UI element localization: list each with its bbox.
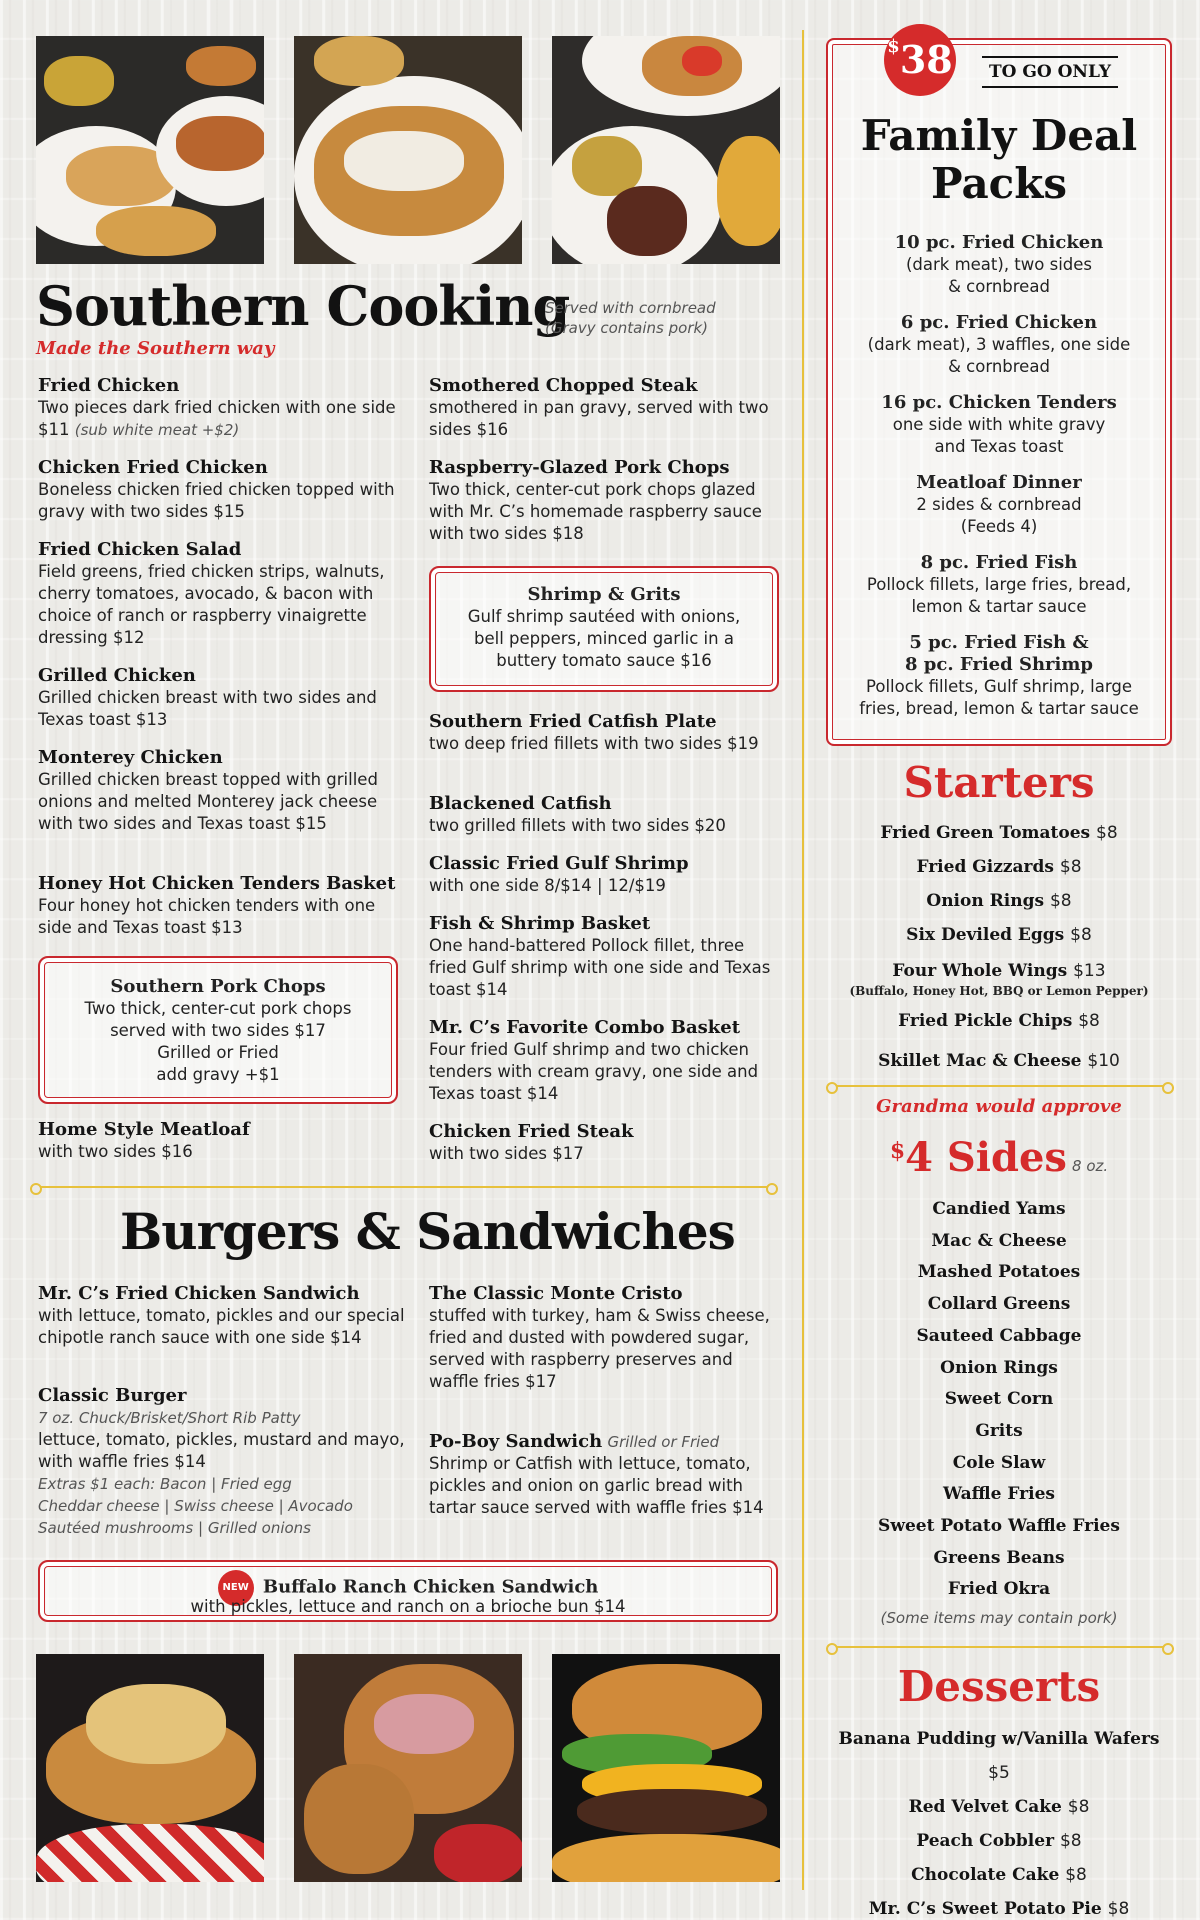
menu-item-honey-hot-tenders: Honey Hot Chicken Tenders Basket Four honey hot chicken tenders with one side and Texas toast $13: [38, 873, 396, 937]
list-item: Fried Green Tomatoes $8: [880, 823, 1118, 843]
menu-item-smothered-steak: Smothered Chopped Steak smothered in pan gravy, served with two sides $16: [429, 375, 769, 439]
deal-item: 5 pc. Fried Fish & 8 pc. Fried Shrimp Pollock fillets, Gulf shrimp, large fries, bread, lemon & tartar sauce: [859, 632, 1139, 718]
list-item: Fried Gizzards $8: [916, 857, 1082, 877]
list-item: Fried Okra: [947, 1579, 1051, 1600]
southern-cooking-title: Southern Cooking: [36, 274, 570, 338]
deal-item: 6 pc. Fried Chicken (dark meat), 3 waffles, one side & cornbread: [867, 312, 1131, 376]
southern-tagline: Made the Southern way: [36, 338, 275, 359]
menu-item-fried-chicken-salad: Fried Chicken Salad Field greens, fried chicken strips, walnuts, cherry tomatoes, avocado, & bacon with choice of ranch or raspberry vinaigrette dressing $12: [38, 539, 385, 647]
photo-fried-platter: [36, 36, 264, 264]
gravy-note: (Gravy contains pork): [545, 319, 709, 337]
list-item: Mashed Potatoes: [917, 1262, 1081, 1283]
cornbread-note: Served with cornbread: [545, 299, 716, 317]
photo-meatloaf-plate: [552, 36, 780, 264]
sides-tagline: Grandma would approve: [876, 1096, 1122, 1117]
list-item: Peach Cobbler $8: [916, 1831, 1082, 1851]
starters-title: Starters: [903, 758, 1095, 807]
new-badge: NEW: [218, 1570, 254, 1606]
menu-item-monte-cristo: The Classic Monte Cristo stuffed with turkey, ham & Swiss cheese, fried and dusted with powdered sugar, served with raspberry preserves and waffle fries $17: [429, 1283, 770, 1391]
menu-item-fried-chicken-sandwich: Mr. C’s Fried Chicken Sandwich with lettuce, tomato, pickles and our special chipotle ranch sauce with one side $14: [38, 1283, 405, 1347]
list-item: Waffle Fries: [943, 1484, 1055, 1505]
wings-note: (Buffalo, Honey Hot, BBQ or Lemon Pepper): [849, 984, 1149, 998]
menu-item-gulf-shrimp: Classic Fried Gulf Shrimp with one side 8/$14 | 12/$19: [429, 853, 689, 895]
list-item: Fried Pickle Chips $8: [898, 1011, 1100, 1031]
deal-item: 10 pc. Fried Chicken (dark meat), two sides & cornbread: [894, 232, 1104, 296]
desserts-list: [826, 1722, 1172, 1920]
pork-chops-box: Southern Pork Chops Two thick, center-cut pork chops served with two sides $17 Grilled or Fried add gravy +$1: [38, 956, 398, 1104]
divider-starters-sides: [832, 1085, 1168, 1087]
photo-chicken-fried-chicken: [294, 36, 522, 264]
pork-note: (Some items may contain pork): [880, 1609, 1118, 1627]
menu-item-po-boy: Po-Boy Sandwich Grilled or Fried Shrimp or Catfish with lettuce, tomato, pickles and onion on garlic bread with tartar sauce served with waffle fries $14: [429, 1431, 764, 1517]
deal-item: Meatloaf Dinner 2 sides & cornbread (Feeds 4): [916, 472, 1082, 536]
list-item: Six Deviled Eggs $8: [906, 925, 1092, 945]
photo-chicken-sandwich: [36, 1654, 264, 1882]
divider-sides-desserts: [832, 1646, 1168, 1648]
list-item: Onion Rings $8: [926, 891, 1072, 911]
deal-item: 16 pc. Chicken Tenders one side with white gravy and Texas toast: [881, 392, 1117, 456]
list-item: Skillet Mac & Cheese $10: [878, 1051, 1120, 1071]
list-item: Grits: [975, 1420, 1023, 1441]
buffalo-sandwich-box: NEW Buffalo Ranch Chicken Sandwich with pickles, lettuce and ranch on a brioche bun $14: [38, 1560, 778, 1622]
price-badge: $38: [884, 24, 956, 96]
list-item: Mac & Cheese: [931, 1230, 1067, 1251]
sides-list: [826, 1194, 1172, 1606]
list-item: Chocolate Cake $8: [911, 1865, 1087, 1885]
deal-item: 8 pc. Fried Fish Pollock fillets, large fries, bread, lemon & tartar sauce: [866, 552, 1132, 616]
list-item: Sauteed Cabbage: [916, 1325, 1082, 1346]
column-divider: [802, 30, 804, 1890]
list-item: Greens Beans: [933, 1547, 1065, 1568]
starters-list: [826, 816, 1172, 1078]
family-deals-list: [826, 232, 1172, 720]
menu-item-chicken-fried-chicken: Chicken Fried Chicken Boneless chicken fried chicken topped with gravy with two sides $15: [38, 457, 395, 521]
list-item: Sweet Corn: [944, 1389, 1054, 1410]
desserts-title: Desserts: [897, 1662, 1101, 1711]
list-item: Red Velvet Cake $8: [908, 1797, 1090, 1817]
menu-item-catfish-plate: Southern Fried Catfish Plate two deep fried fillets with two sides $19: [429, 711, 759, 753]
menu-item-combo-basket: Mr. C’s Favorite Combo Basket Four fried Gulf shrimp and two chicken tenders with cream gravy, one side and Texas toast $14: [429, 1017, 759, 1103]
to-go-label: TO GO ONLY: [982, 56, 1118, 88]
menu-item-meatloaf: Home Style Meatloaf with two sides $16: [38, 1119, 250, 1161]
list-item: Collard Greens: [927, 1294, 1071, 1315]
list-item: Mr. C’s Sweet Potato Pie $8: [868, 1899, 1130, 1919]
menu-item-chicken-fried-steak: Chicken Fried Steak with two sides $17: [429, 1121, 634, 1163]
menu-item-classic-burger: Classic Burger 7 oz. Chuck/Brisket/Short Rib Patty lettuce, tomato, pickles, mustard and mayo, with waffle fries $14 Extras $1 each: Bacon | Fried egg Cheddar cheese | Swiss cheese | Avocado Sautéed mushrooms | Grilled onions: [38, 1385, 405, 1537]
list-item: Sweet Potato Waffle Fries: [878, 1516, 1120, 1537]
burgers-title: Burgers & Sandwiches: [120, 1202, 735, 1261]
menu-item-monterey-chicken: Monterey Chicken Grilled chicken breast topped with grilled onions and melted Monterey jack cheese with two sides and Texas toast $15: [38, 747, 378, 833]
list-item: Candied Yams: [932, 1199, 1066, 1219]
list-item: Cole Slaw: [952, 1452, 1046, 1473]
menu-item-fish-shrimp-basket: Fish & Shrimp Basket One hand-battered Pollock fillet, three fried Gulf shrimp with one side and Texas toast $14: [429, 913, 771, 999]
menu-item-raspberry-pork-chops: Raspberry-Glazed Pork Chops Two thick, center-cut pork chops glazed with Mr. C’s homemade raspberry sauce with two sides $18: [429, 457, 762, 543]
photo-burger: [552, 1654, 780, 1882]
menu-item-grilled-chicken: Grilled Chicken Grilled chicken breast with two sides and Texas toast $13: [38, 665, 377, 729]
shrimp-grits-box: Shrimp & Grits Gulf shrimp sautéed with onions, bell peppers, minced garlic in a buttery tomato sauce $16: [429, 566, 779, 692]
list-item: Banana Pudding w/Vanilla Wafers $5: [838, 1729, 1160, 1783]
sides-heading: $4 Sides 8 oz.: [889, 1134, 1109, 1181]
list-item: Onion Rings: [940, 1357, 1058, 1378]
photo-monte-cristo: [294, 1654, 522, 1882]
list-item: Four Whole Wings $13: [892, 961, 1106, 981]
menu-item-fried-chicken: Fried Chicken Two pieces dark fried chicken with one side $11 (sub white meat +$2): [38, 375, 396, 439]
family-title: Family Deal Packs: [860, 111, 1138, 208]
menu-item-blackened-catfish: Blackened Catfish two grilled fillets with two sides $20: [429, 793, 726, 835]
divider-southern-burgers: [36, 1186, 772, 1188]
